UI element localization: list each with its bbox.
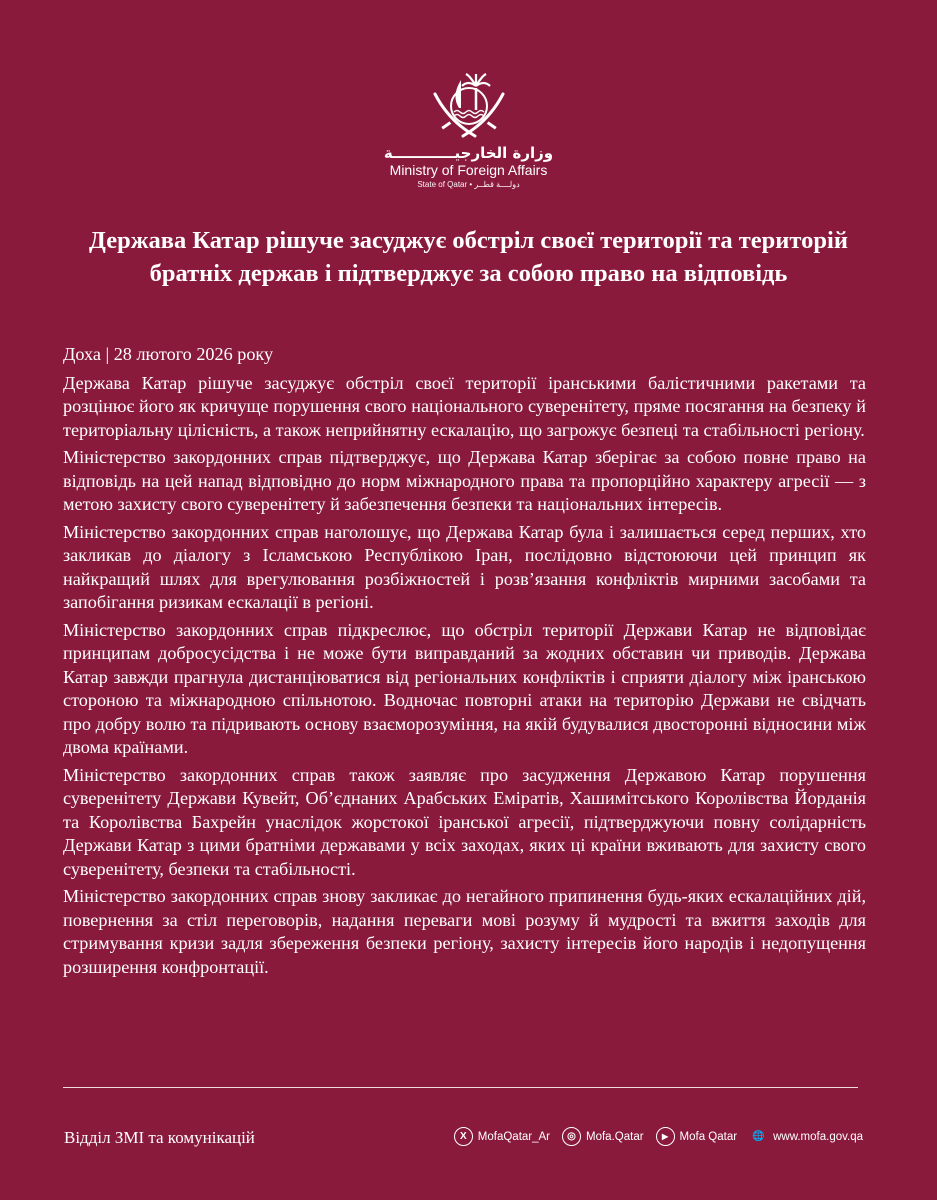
ministry-name-arabic: وزارة الخارجيــــــــــــة bbox=[383, 144, 554, 162]
social-links bbox=[454, 1127, 863, 1146]
dateline: Доха | 28 лютого 2026 року bbox=[63, 344, 274, 364]
media-department-label: Відділ ЗМІ та комунікацій bbox=[64, 1128, 255, 1147]
state-of-qatar-label: State of Qatar • دولــــة قطــر bbox=[417, 180, 520, 189]
ministry-name-english: Ministry of Foreign Affairs bbox=[389, 162, 548, 178]
instagram-icon: ◎ bbox=[562, 1127, 581, 1146]
statement-title: Держава Катар рішуче засуджує обстріл своєї території та територій братніх держав і підтверджує за собою право на відповідь bbox=[89, 227, 848, 287]
social-label: Mofa.Qatar bbox=[586, 1130, 644, 1143]
globe-icon: 🌐 bbox=[752, 1131, 765, 1142]
social-label: www.mofa.gov.qa bbox=[773, 1130, 863, 1143]
ministry-header bbox=[0, 66, 937, 189]
paragraph: Міністерство закордонних справ також заявляє про засудження Державою Катар порушення суверенітету Держави Кувейт, Об’єднаних Арабських Еміратів, Хашимітського Королівства Йорданія та Королівства Бахрейн унаслідок жорстокої іранської агресії, підтверджуючи повну солідарність Держави Катар з цими братніми державами у всіх заходах, яких ці країни вживають для захисту свого суверенітету, безпеки та стабільності. bbox=[63, 764, 866, 879]
paragraph: Міністерство закордонних справ підкреслює, що обстріл території Держави Катар не відповідає принципам добросусідства і не може бути виправданий за жодних обставин чи приводів. Держава Катар завжди прагнула дистанціюватися від регіональних конфліктів і сприяти діалогу між іранською стороною та міжнародною спільнотою. Водночас повторні атаки на територію Держави не свідчать про добру волю та підривають основу взаєморозуміння, на якій будувалися двосторонні відносини між двома країнами. bbox=[63, 619, 866, 757]
paragraph: Міністерство закордонних справ знову закликає до негайного припинення будь-яких ескалаційних дій, повернення за стіл переговорів, надання переваги мові розуму й мудрості та вжиття заходів для стримування кризи задля збереження безпеки регіону, захисту інтересів його народів і недопущення розширення конфронтації. bbox=[63, 886, 866, 977]
qatar-emblem-icon bbox=[429, 66, 509, 144]
social-label: MofaQatar_Ar bbox=[477, 1130, 551, 1143]
paragraph: Міністерство закордонних справ підтверджує, що Держава Катар зберігає за собою повне право на відповідь на цей напад відповідно до норм міжнародного права та пропорційно характеру агресії — з метою захисту свого суверенітету й забезпечення безпеки та національних інтересів. bbox=[63, 447, 866, 514]
youtube-icon: ▶ bbox=[656, 1127, 675, 1146]
social-link-instagram[interactable] bbox=[562, 1127, 644, 1146]
statement-body bbox=[63, 343, 866, 983]
paragraph: Держава Катар рішуче засуджує обстріл своєї території іранськими балістичними ракетами та розцінює його як кричуще порушення свого національного суверенітету, пряме посягання на безпеку й територіальну цілісність, а також неприйнятну ескалацію, що загрожує безпеці та стабільності регіону. bbox=[63, 372, 866, 440]
social-link-website[interactable] bbox=[749, 1127, 863, 1146]
footer-divider bbox=[63, 1087, 858, 1088]
social-link-x[interactable] bbox=[454, 1127, 550, 1146]
paragraph: Міністерство закордонних справ наголошує, що Держава Катар була і залишається серед перших, хто закликав до діалогу з Ісламською Республікою Іран, послідовно відстоюючи цей принцип як найкращий шлях для врегулювання розбіжностей і розв’язання конфліктів мирними засобами та запобігання ризикам ескалації в регіоні. bbox=[63, 521, 866, 612]
social-link-youtube[interactable] bbox=[656, 1127, 738, 1146]
x-icon: X bbox=[454, 1127, 473, 1146]
social-label: Mofa Qatar bbox=[679, 1130, 738, 1143]
